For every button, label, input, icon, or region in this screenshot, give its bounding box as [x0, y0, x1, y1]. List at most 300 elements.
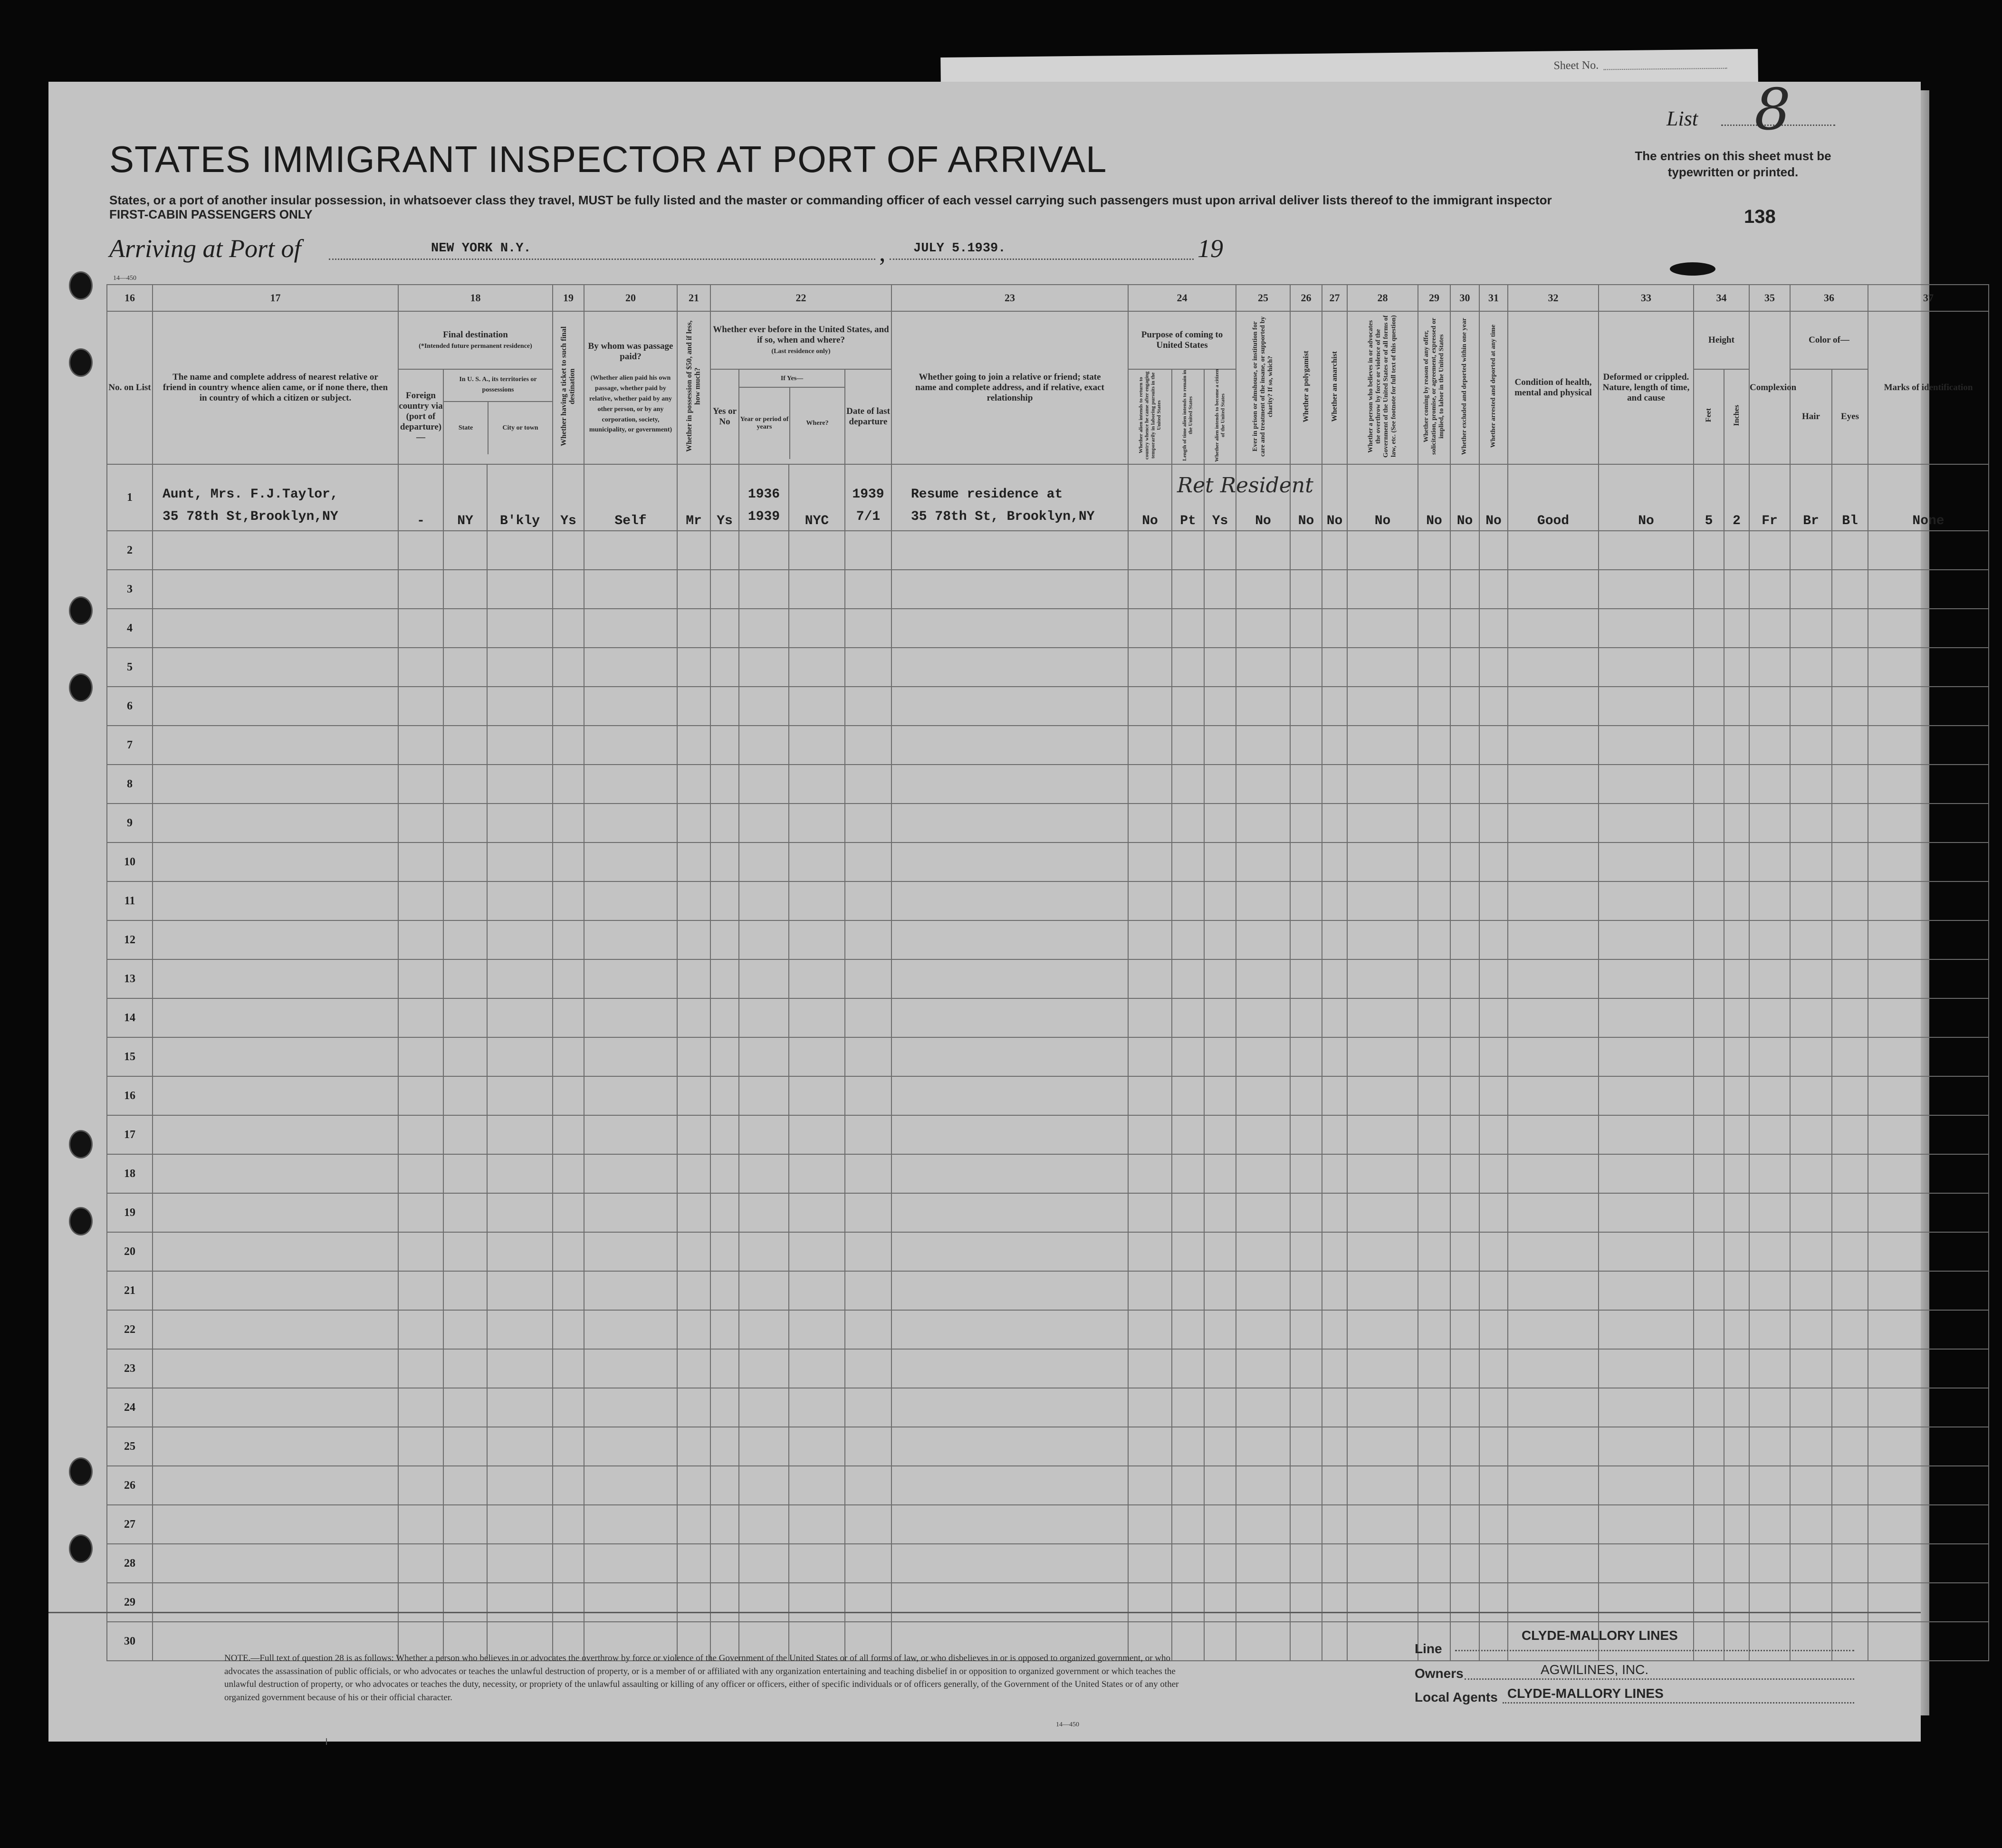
empty-cell — [1868, 1544, 1989, 1583]
empty-cell — [1236, 765, 1290, 804]
empty-cell — [1508, 1232, 1599, 1271]
empty-cell — [1236, 1505, 1290, 1544]
empty-cell — [1290, 959, 1322, 998]
empty-cell — [1508, 1349, 1599, 1388]
empty-cell — [443, 881, 487, 920]
empty-cell — [1172, 765, 1204, 804]
empty-cell — [1790, 1427, 1832, 1466]
header-return — [1128, 369, 1172, 464]
empty-cell — [1868, 1232, 1989, 1271]
empty-cell — [1128, 1115, 1172, 1154]
empty-cell — [1450, 1193, 1479, 1232]
empty-cell — [1236, 531, 1290, 570]
empty-cell — [1204, 531, 1236, 570]
empty-cell — [1724, 1193, 1749, 1232]
empty-cell — [443, 998, 487, 1037]
empty-cell — [1479, 1271, 1508, 1310]
empty-cell — [1204, 1037, 1236, 1076]
empty-cell — [443, 843, 487, 881]
empty-cell — [398, 1544, 443, 1583]
header-anarchist — [1322, 311, 1347, 464]
table-row — [107, 1349, 1989, 1388]
empty-cell — [1418, 687, 1450, 726]
empty-cell — [1450, 1115, 1479, 1154]
empty-cell — [1290, 765, 1322, 804]
empty-cell — [1172, 1427, 1204, 1466]
empty-cell — [1290, 920, 1322, 959]
empty-cell — [677, 1271, 710, 1310]
empty-cell — [1790, 570, 1832, 609]
empty-cell — [443, 1076, 487, 1115]
empty-cell — [677, 1115, 710, 1154]
empty-cell — [1599, 1466, 1694, 1505]
empty-cell — [1347, 1115, 1418, 1154]
empty-cell — [1172, 1076, 1204, 1115]
empty-cell — [1479, 1466, 1508, 1505]
empty-cell — [443, 1505, 487, 1544]
empty-cell — [891, 1115, 1128, 1154]
table-row — [107, 998, 1989, 1037]
empty-cell — [1172, 804, 1204, 843]
empty-cell — [443, 1115, 487, 1154]
empty-cell — [553, 609, 584, 648]
empty-cell — [710, 1349, 739, 1388]
empty-cell — [789, 881, 845, 920]
empty-cell — [1724, 1271, 1749, 1310]
empty-cell — [1322, 1271, 1347, 1310]
empty-cell — [1790, 1349, 1832, 1388]
empty-cell — [1599, 804, 1694, 843]
empty-cell — [1128, 1466, 1172, 1505]
empty-cell — [584, 843, 677, 881]
empty-cell — [845, 1466, 891, 1505]
empty-cell — [1479, 726, 1508, 765]
empty-cell — [1508, 959, 1599, 998]
table-row — [107, 1388, 1989, 1427]
empty-cell — [739, 1505, 789, 1544]
col-number: 37 — [1868, 285, 1989, 311]
empty-cell — [1724, 687, 1749, 726]
empty-cell — [710, 1544, 739, 1583]
empty-cell — [553, 1310, 584, 1349]
empty-cell — [1322, 1427, 1347, 1466]
empty-cell — [153, 1115, 398, 1154]
empty-cell — [1450, 1271, 1479, 1310]
empty-cell — [1790, 1271, 1832, 1310]
empty-cell — [1599, 1583, 1694, 1622]
empty-cell — [584, 648, 677, 687]
date-value: JULY 5.1939. — [913, 241, 1006, 256]
empty-cell — [1832, 1154, 1868, 1193]
empty-cell — [1479, 959, 1508, 998]
empty-cell — [1479, 1388, 1508, 1427]
empty-cell — [1128, 1076, 1172, 1115]
empty-cell — [1694, 1310, 1724, 1349]
empty-cell — [1290, 1310, 1322, 1349]
row-number: 13 — [107, 959, 153, 998]
empty-cell — [1204, 1583, 1236, 1622]
empty-cell — [1172, 959, 1204, 998]
empty-cell — [1868, 1271, 1989, 1310]
empty-cell — [1749, 1037, 1790, 1076]
empty-cell — [1172, 1310, 1204, 1349]
empty-cell — [1322, 1115, 1347, 1154]
empty-cell — [1479, 1349, 1508, 1388]
empty-cell — [1450, 998, 1479, 1037]
citizen-label: Whether alien intends to become a citizen of the United States — [1214, 369, 1226, 462]
empty-cell — [1450, 1310, 1479, 1349]
empty-cell — [1749, 1583, 1790, 1622]
row-number: 26 — [107, 1466, 153, 1505]
empty-cell — [1790, 1583, 1832, 1622]
empty-cell — [1790, 804, 1832, 843]
empty-cell — [487, 648, 553, 687]
empty-cell — [1450, 1349, 1479, 1388]
empty-cell — [1694, 1505, 1724, 1544]
empty-cell — [739, 1115, 789, 1154]
empty-cell — [553, 1583, 584, 1622]
empty-cell — [1204, 1427, 1236, 1466]
empty-cell — [739, 881, 789, 920]
empty-cell — [398, 609, 443, 648]
empty-cell — [1204, 959, 1236, 998]
col-number: 26 — [1290, 285, 1322, 311]
state-cell: NY — [443, 464, 487, 531]
empty-cell — [891, 1388, 1128, 1427]
empty-cell — [1347, 531, 1418, 570]
empty-cell — [553, 1232, 584, 1271]
empty-cell — [1418, 804, 1450, 843]
empty-cell — [1172, 998, 1204, 1037]
table-row — [107, 1583, 1989, 1622]
empty-cell — [1508, 881, 1599, 920]
empty-cell — [1599, 1544, 1694, 1583]
usa-label: In U. S. A., its territories or possessions — [459, 376, 537, 393]
empty-cell — [1450, 1505, 1479, 1544]
empty-cell — [398, 1466, 443, 1505]
depart-line1: 1939 — [852, 487, 884, 502]
empty-cell — [1172, 609, 1204, 648]
empty-cell — [677, 881, 710, 920]
port-value: NEW YORK N.Y. — [431, 241, 531, 256]
passage-note: (Whether alien paid his own passage, whether paid by relative, whether paid by any other person, or by any corporation, society, municipality, or government) — [589, 374, 672, 434]
empty-cell — [891, 1583, 1128, 1622]
empty-cell — [398, 1349, 443, 1388]
empty-cell — [1868, 1154, 1989, 1193]
empty-cell — [1868, 726, 1989, 765]
empty-cell — [739, 920, 789, 959]
empty-cell — [1418, 1388, 1450, 1427]
row-number: 27 — [107, 1505, 153, 1544]
empty-cell — [398, 1037, 443, 1076]
empty-cell — [739, 1349, 789, 1388]
empty-cell — [443, 1271, 487, 1310]
empty-cell — [1290, 998, 1322, 1037]
empty-cell — [584, 804, 677, 843]
empty-cell — [1322, 1622, 1347, 1661]
col-number: 20 — [584, 285, 677, 311]
empty-cell — [1290, 1349, 1322, 1388]
empty-cell — [677, 648, 710, 687]
empty-cell — [1724, 648, 1749, 687]
empty-cell — [1450, 804, 1479, 843]
empty-cell — [553, 687, 584, 726]
empty-cell — [1790, 765, 1832, 804]
empty-cell — [1236, 726, 1290, 765]
empty-cell — [487, 959, 553, 998]
empty-cell — [891, 1271, 1128, 1310]
empty-cell — [1599, 1115, 1694, 1154]
empty-cell — [1749, 1193, 1790, 1232]
handwritten-annotation: Ret Resident — [1177, 473, 1313, 498]
empty-cell — [487, 1427, 553, 1466]
empty-cell — [1694, 920, 1724, 959]
empty-cell — [710, 570, 739, 609]
empty-cell — [739, 1037, 789, 1076]
empty-cell — [710, 687, 739, 726]
empty-cell — [891, 609, 1128, 648]
empty-cell — [1322, 648, 1347, 687]
empty-cell — [1868, 648, 1989, 687]
col-number: 29 — [1418, 285, 1450, 311]
empty-cell — [1347, 1232, 1418, 1271]
header-polygamist — [1290, 311, 1322, 464]
empty-cell — [1418, 1544, 1450, 1583]
header-state: State — [444, 402, 489, 454]
owners-value: AGWILINES, INC. — [1541, 1662, 1649, 1677]
table-row — [107, 881, 1989, 920]
year2: 1939 — [747, 509, 780, 525]
deported-cell: No — [1479, 464, 1508, 531]
empty-cell — [891, 726, 1128, 765]
join-cell — [891, 464, 1128, 531]
empty-cell — [398, 531, 443, 570]
empty-cell — [789, 648, 845, 687]
empty-cell — [443, 648, 487, 687]
empty-cell — [1479, 804, 1508, 843]
empty-cell — [1128, 726, 1172, 765]
header-length — [1172, 369, 1204, 464]
punch-hole — [69, 1207, 93, 1235]
empty-cell — [1694, 765, 1724, 804]
join-line1: Resume residence at — [911, 487, 1063, 502]
header-inches — [1724, 369, 1749, 464]
empty-cell — [1128, 1193, 1172, 1232]
empty-cell — [710, 804, 739, 843]
empty-cell — [1749, 531, 1790, 570]
empty-cell — [891, 1193, 1128, 1232]
row-number: 12 — [107, 920, 153, 959]
empty-cell — [789, 1583, 845, 1622]
empty-cell — [487, 726, 553, 765]
year1: 1936 — [747, 487, 780, 502]
empty-cell — [1236, 609, 1290, 648]
empty-cell — [1322, 1193, 1347, 1232]
empty-cell — [1790, 1037, 1832, 1076]
empty-cell — [739, 1154, 789, 1193]
empty-cell — [1204, 1193, 1236, 1232]
empty-cell — [1790, 531, 1832, 570]
empty-cell — [891, 1349, 1128, 1388]
table-row — [107, 570, 1989, 609]
empty-cell — [487, 1232, 553, 1271]
empty-cell — [1832, 1505, 1868, 1544]
table-row — [107, 1232, 1989, 1271]
empty-cell — [1749, 1466, 1790, 1505]
empty-cell — [1418, 1076, 1450, 1115]
empty-cell — [487, 765, 553, 804]
depart-line2: 7/1 — [856, 509, 881, 525]
empty-cell — [1832, 726, 1868, 765]
empty-cell — [739, 1583, 789, 1622]
empty-cell — [1418, 881, 1450, 920]
empty-cell — [1322, 1076, 1347, 1115]
row-number: 1 — [107, 464, 153, 531]
empty-cell — [584, 1388, 677, 1427]
empty-cell — [1347, 1271, 1418, 1310]
empty-cell — [443, 1037, 487, 1076]
empty-cell — [1450, 959, 1479, 998]
empty-cell — [1694, 1232, 1724, 1271]
empty-cell — [1450, 1388, 1479, 1427]
empty-cell — [553, 1388, 584, 1427]
empty-cell — [739, 959, 789, 998]
empty-cell — [1832, 1076, 1868, 1115]
empty-cell — [1418, 531, 1450, 570]
empty-cell — [1128, 531, 1172, 570]
empty-cell — [1508, 1583, 1599, 1622]
empty-cell — [891, 1154, 1128, 1193]
empty-cell — [1479, 1037, 1508, 1076]
arriving-label: Arriving at Port of — [109, 234, 301, 263]
empty-cell — [584, 1505, 677, 1544]
empty-cell — [1128, 1271, 1172, 1310]
typewritten-instructions: The entries on this sheet must be typewritten or printed. — [1635, 149, 1831, 179]
empty-cell — [1694, 998, 1724, 1037]
before-label: Whether ever before in the United States, and if so, when and where? — [713, 325, 889, 345]
marks-cell: None — [1868, 464, 1989, 531]
empty-cell — [443, 920, 487, 959]
empty-cell — [1290, 648, 1322, 687]
empty-cell — [1508, 804, 1599, 843]
empty-cell — [1749, 1076, 1790, 1115]
excluded-cell: No — [1450, 464, 1479, 531]
final-destination-note: (*Intended future permanent residence) — [419, 343, 532, 350]
empty-cell — [1236, 1466, 1290, 1505]
empty-cell — [398, 726, 443, 765]
empty-cell — [1694, 1622, 1724, 1661]
empty-cell — [1172, 920, 1204, 959]
empty-cell — [153, 1154, 398, 1193]
row-number: 10 — [107, 843, 153, 881]
empty-cell — [1450, 570, 1479, 609]
empty-cell — [1290, 1388, 1322, 1427]
empty-cell — [1450, 1583, 1479, 1622]
table-row — [107, 1466, 1989, 1505]
empty-cell — [1599, 1076, 1694, 1115]
empty-cell — [1749, 1232, 1790, 1271]
empty-cell — [710, 1427, 739, 1466]
empty-cell — [553, 1076, 584, 1115]
empty-cell — [1128, 804, 1172, 843]
header-purpose: Purpose of coming to United States — [1128, 311, 1236, 369]
empty-cell — [1204, 1232, 1236, 1271]
polygamist-label: Whether a polygamist — [1302, 350, 1310, 422]
empty-cell — [553, 1349, 584, 1388]
empty-cell — [553, 1154, 584, 1193]
empty-cell — [1418, 843, 1450, 881]
empty-cell — [789, 959, 845, 998]
empty-cell — [677, 804, 710, 843]
empty-cell — [1322, 531, 1347, 570]
empty-cell — [1724, 1349, 1749, 1388]
empty-cell — [891, 1310, 1128, 1349]
empty-cell — [1450, 881, 1479, 920]
tick-mark — [326, 1738, 327, 1745]
empty-cell — [1479, 687, 1508, 726]
empty-cell — [677, 1154, 710, 1193]
empty-cell — [1508, 1193, 1599, 1232]
empty-cell — [789, 1037, 845, 1076]
row-number: 18 — [107, 1154, 153, 1193]
empty-cell — [1832, 920, 1868, 959]
header-citizen — [1204, 369, 1236, 464]
empty-cell — [1832, 1232, 1868, 1271]
empty-cell — [891, 998, 1128, 1037]
empty-cell — [739, 609, 789, 648]
empty-cell — [1479, 1427, 1508, 1466]
empty-cell — [739, 1193, 789, 1232]
empty-cell — [1347, 1076, 1418, 1115]
empty-cell — [739, 1076, 789, 1115]
empty-cell — [845, 570, 891, 609]
list-label: List — [1667, 107, 1698, 130]
empty-cell — [1418, 1037, 1450, 1076]
empty-cell — [789, 1349, 845, 1388]
empty-cell — [677, 998, 710, 1037]
empty-cell — [1832, 1544, 1868, 1583]
empty-cell — [153, 1076, 398, 1115]
empty-cell — [1749, 1427, 1790, 1466]
foreign-cell: - — [398, 464, 443, 531]
empty-cell — [487, 998, 553, 1037]
empty-cell — [1204, 570, 1236, 609]
manifest-table — [106, 284, 1989, 1661]
empty-cell — [789, 687, 845, 726]
table-row — [107, 687, 1989, 726]
col-number: 17 — [153, 285, 398, 311]
empty-cell — [1204, 1622, 1236, 1661]
empty-cell — [1694, 1154, 1724, 1193]
empty-cell — [1236, 920, 1290, 959]
col-number: 21 — [677, 285, 710, 311]
empty-cell — [789, 1076, 845, 1115]
empty-cell — [677, 609, 710, 648]
owners-label: Owners — [1415, 1666, 1464, 1681]
empty-cell — [1236, 687, 1290, 726]
empty-cell — [677, 1544, 710, 1583]
table-row — [107, 1310, 1989, 1349]
empty-cell — [845, 531, 891, 570]
empty-cell — [1236, 843, 1290, 881]
empty-cell — [443, 1388, 487, 1427]
punch-hole — [69, 1534, 93, 1563]
empty-cell — [1790, 1232, 1832, 1271]
empty-cell — [710, 609, 739, 648]
empty-cell — [1724, 765, 1749, 804]
table-row — [107, 1544, 1989, 1583]
header-no-on-list: No. on List — [107, 311, 153, 464]
